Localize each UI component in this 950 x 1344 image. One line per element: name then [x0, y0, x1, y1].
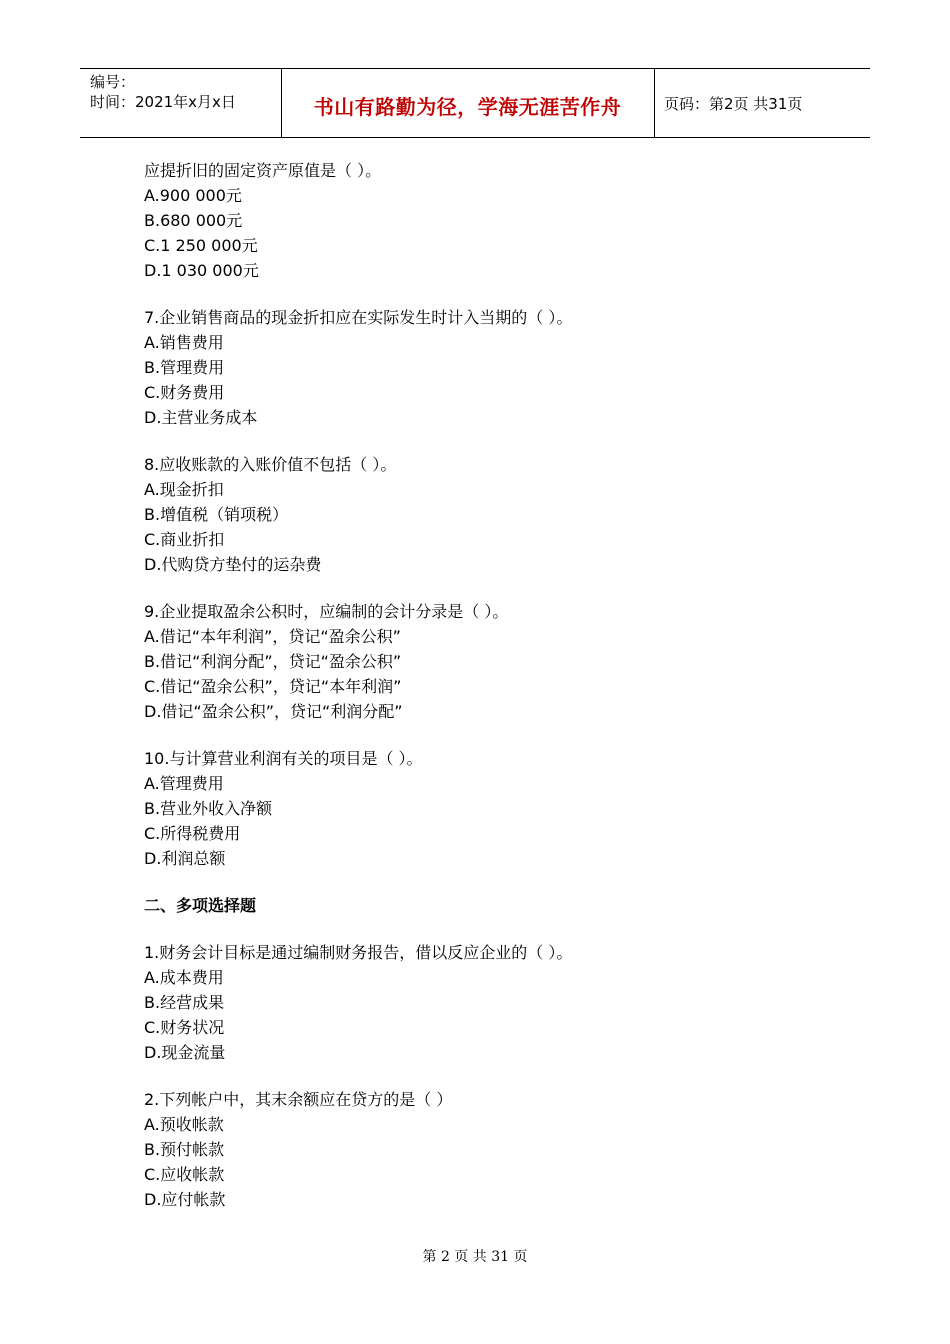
question-block — [144, 452, 844, 577]
answer-option: C.财务费用 — [144, 383, 225, 402]
answer-option: D.代购贷方垫付的运杂费 — [144, 555, 322, 574]
question-stem: 10.与计算营业利润有关的项目是（ ）。 — [144, 749, 423, 768]
question-block — [144, 1087, 844, 1212]
question-block — [144, 940, 844, 1065]
answer-option: B.预付帐款 — [144, 1140, 225, 1159]
block-gap — [144, 283, 844, 305]
answer-option: D.借记“盈余公积”，贷记“利润分配” — [144, 702, 403, 721]
question-stem: 2.下列帐户中，其末余额应在贷方的是（ ） — [144, 1090, 453, 1109]
answer-option: D.1 030 000元 — [144, 261, 259, 280]
motto: 书山有路勤为径，学海无涯苦作舟 — [313, 95, 622, 119]
block-gap — [144, 1065, 844, 1087]
answer-option: D.应付帐款 — [144, 1190, 226, 1209]
block-gap — [144, 724, 844, 746]
question-stem: 7.企业销售商品的现金折扣应在实际发生时计入当期的（ ）。 — [144, 308, 573, 327]
time-label: 时间：2021年x月x日 — [90, 93, 236, 111]
section-heading-block — [144, 893, 844, 918]
answer-option: A.预收帐款 — [144, 1115, 224, 1134]
answer-option: A.管理费用 — [144, 774, 224, 793]
question-stem: 9.企业提取盈余公积时，应编制的会计分录是（ ）。 — [144, 602, 509, 621]
question-content — [144, 158, 844, 1212]
answer-option: C.商业折扣 — [144, 530, 225, 549]
answer-option: B.借记“利润分配”，贷记“盈余公积” — [144, 652, 402, 671]
answer-option: B.营业外收入净额 — [144, 799, 273, 818]
page-header — [80, 68, 870, 138]
answer-option: C.1 250 000元 — [144, 236, 258, 255]
header-middle-cell — [281, 69, 655, 137]
answer-option: B.增值税（销项税） — [144, 505, 289, 524]
question-block — [144, 599, 844, 724]
answer-option: A.900 000元 — [144, 186, 242, 205]
answer-option: A.借记“本年利润”，贷记“盈余公积” — [144, 627, 401, 646]
answer-option: B.管理费用 — [144, 358, 225, 377]
number-label: 编号： — [90, 73, 136, 91]
answer-option: C.所得税费用 — [144, 824, 241, 843]
question-block — [144, 158, 844, 283]
answer-option: D.主营业务成本 — [144, 408, 258, 427]
question-stem: 8.应收账款的入账价值不包括（ ）。 — [144, 455, 397, 474]
section-heading: 二、多项选择题 — [144, 896, 257, 915]
block-gap — [144, 871, 844, 893]
page-footer: 第 2 页 共 31 页 — [422, 1249, 528, 1265]
question-block — [144, 305, 844, 430]
header-left-cell — [80, 69, 282, 137]
answer-option: A.现金折扣 — [144, 480, 224, 499]
answer-option: B.经营成果 — [144, 993, 225, 1012]
page-info: 页码：第2页 共31页 — [664, 95, 803, 113]
answer-option: C.借记“盈余公积”，贷记“本年利润” — [144, 677, 402, 696]
block-gap — [144, 430, 844, 452]
question-stem: 1.财务会计目标是通过编制财务报告，借以反应企业的（ ）。 — [144, 943, 573, 962]
answer-option: C.财务状况 — [144, 1018, 225, 1037]
answer-option: A.成本费用 — [144, 968, 224, 987]
answer-option: D.现金流量 — [144, 1043, 226, 1062]
question-stem: 应提折旧的固定资产原值是（ ）。 — [144, 161, 382, 180]
question-block — [144, 746, 844, 871]
answer-option: A.销售费用 — [144, 333, 224, 352]
block-gap — [144, 918, 844, 940]
block-gap — [144, 577, 844, 599]
header-right-cell — [654, 69, 870, 137]
answer-option: B.680 000元 — [144, 211, 243, 230]
answer-option: D.利润总额 — [144, 849, 226, 868]
answer-option: C.应收帐款 — [144, 1165, 225, 1184]
